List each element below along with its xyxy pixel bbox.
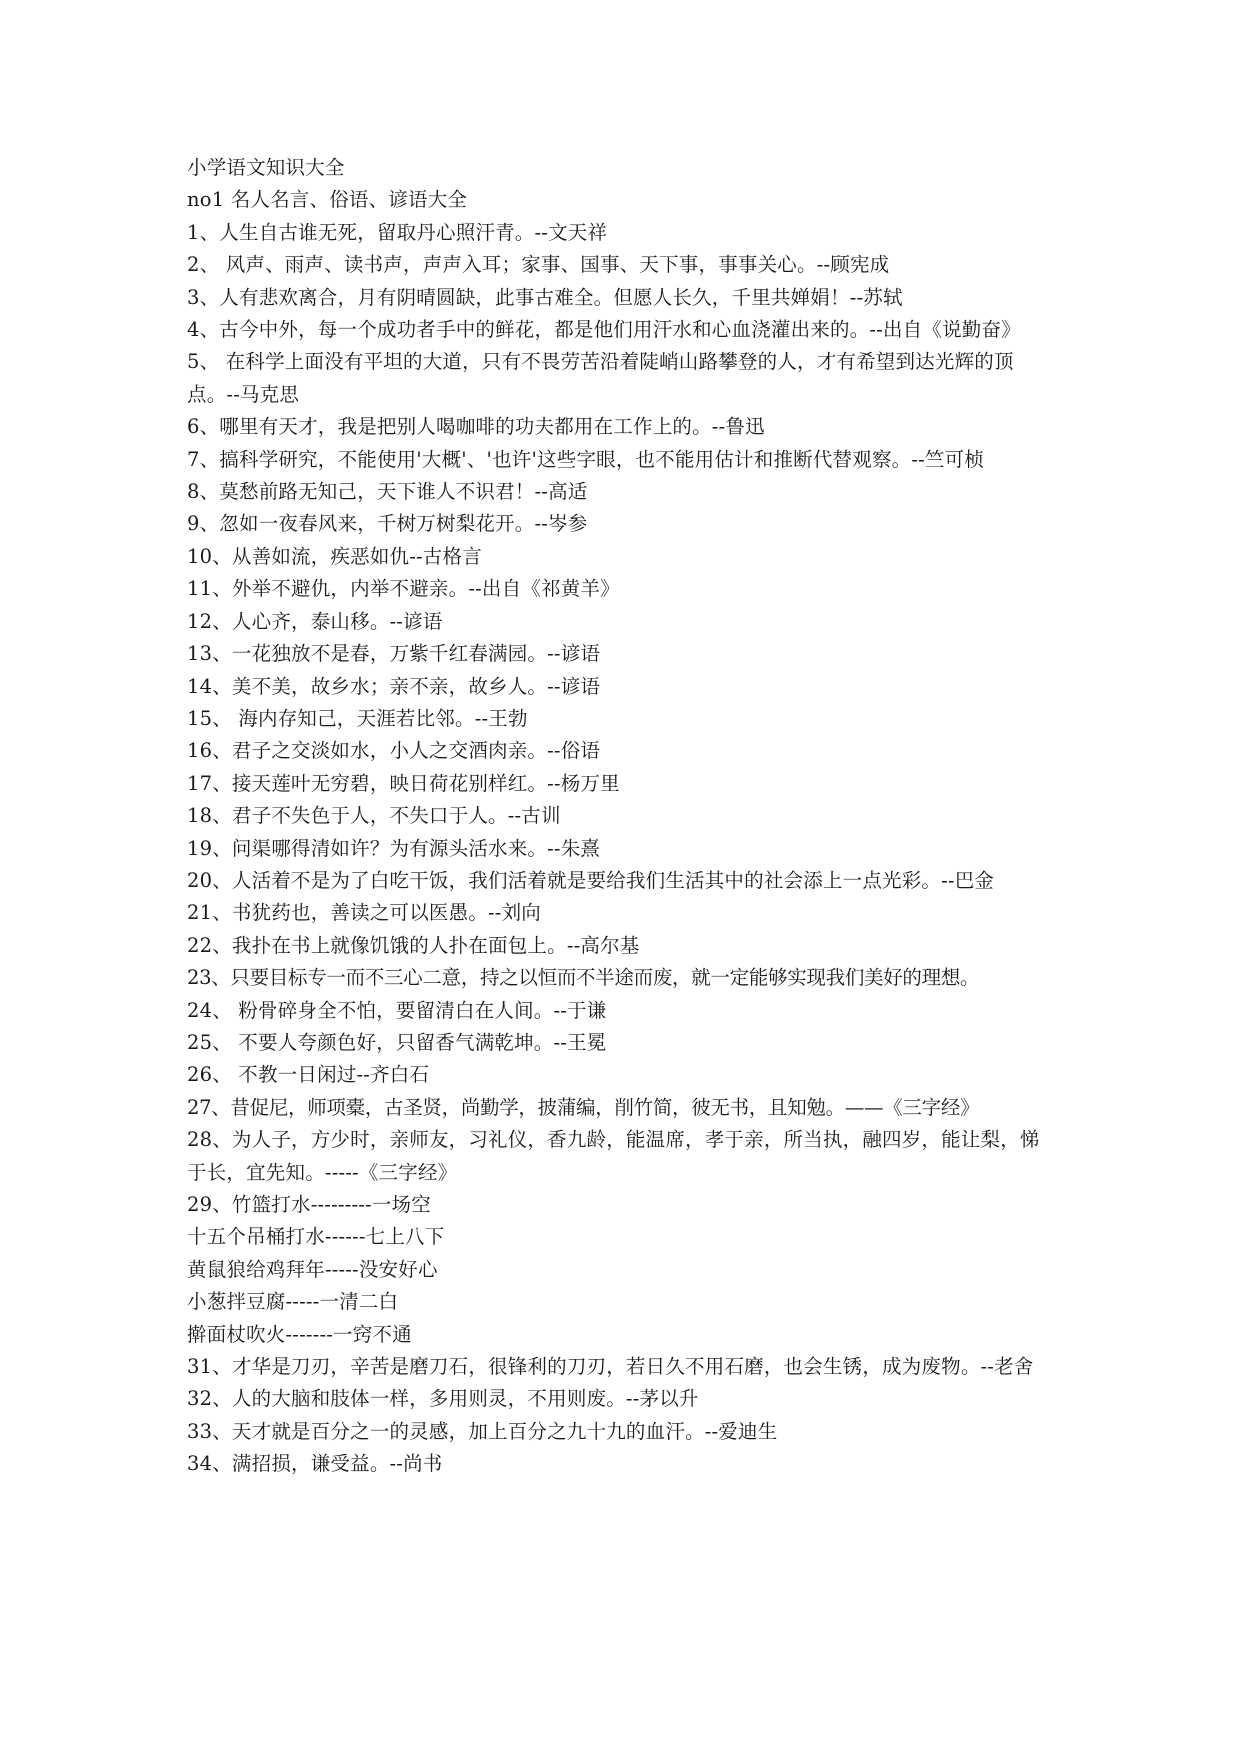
quote-line: 1、人生自古谁无死，留取丹心照汗青。--文天祥	[187, 220, 608, 244]
saying-line: 擀面杖吹火-------一窍不通	[187, 1322, 412, 1346]
quote-line: 31、才华是刀刃，辛苦是磨刀石，很锋利的刀刃，若日久不用石磨，也会生锈，成为废物。--老舍	[187, 1355, 1034, 1379]
saying-line: 十五个吊桶打水------七上八下	[187, 1225, 445, 1249]
quote-line: 34、满招损，谦受益。--尚书	[187, 1452, 443, 1476]
quote-line: 17、接天莲叶无穷碧，映日荷花别样红。--杨万里	[187, 771, 620, 795]
quote-line: 26、 不教一日闲过--齐白石	[187, 1063, 430, 1087]
document-page	[187, 152, 1057, 1481]
quote-line: 33、天才就是百分之一的灵感，加上百分之九十九的血汗。--爱迪生	[187, 1419, 778, 1443]
quote-line: 18、君子不失色于人，不失口于人。--古训	[187, 804, 561, 828]
quote-line: 32、人的大脑和肢体一样，多用则灵，不用则废。--茅以升	[187, 1387, 699, 1411]
quote-line: 22、我扑在书上就像饥饿的人扑在面包上。--高尔基	[187, 933, 640, 957]
quote-line: 19、问渠哪得清如许？为有源头活水来。--朱熹	[187, 836, 601, 860]
quote-line: 25、 不要人夸颜色好，只留香气满乾坤。--王冕	[187, 1030, 607, 1054]
saying-line: 黄鼠狼给鸡拜年-----没安好心	[187, 1257, 438, 1281]
quote-line: 20、人活着不是为了白吃干饭，我们活着就是要给我们生活其中的社会添上一点光彩。--巴金	[187, 868, 995, 892]
quote-line: 7、搞科学研究，不能使用'大概'、'也许'这些字眼，也不能用估计和推断代替观察。--竺可桢	[187, 447, 985, 471]
quote-line: 10、从善如流，疾恶如仇--古格言	[187, 544, 482, 568]
quote-line: 9、忽如一夜春风来，千树万树梨花开。--岑参	[187, 512, 588, 536]
quote-line: 13、一花独放不是春，万紫千红春满园。--谚语	[187, 642, 601, 666]
quote-line: 24、 粉骨碎身全不怕，要留清白在人间。--于谦	[187, 998, 607, 1022]
section-heading: no1 名人名言、俗语、谚语大全	[187, 188, 468, 212]
quote-line: 23、只要目标专一而不三心二意，持之以恒而不半途而废，就一定能够实现我们美好的理想。	[187, 966, 980, 990]
quote-line: 16、君子之交淡如水，小人之交酒肉亲。--俗语	[187, 739, 601, 763]
quote-line: 2、 风声、雨声、读书声，声声入耳；家事、国事、天下事，事事关心。--顾宪成	[187, 253, 890, 277]
quote-line: 6、哪里有天才，我是把别人喝咖啡的功夫都用在工作上的。--鲁迅	[187, 415, 765, 439]
saying-line: 29、竹篮打水---------一场空	[187, 1193, 431, 1216]
quote-line: 5、 在科学上面没有平坦的大道，只有不畏劳苦沿着陡峭山路攀登的人，才有希望到达光辉的顶点。--马克思	[187, 350, 1014, 406]
quote-line: 27、昔促尼，师项橐，古圣贤，尚勤学，披蒲编，削竹简，彼无书，且知勉。——《三字经》	[187, 1095, 980, 1119]
quote-line: 21、书犹药也，善读之可以医愚。--刘向	[187, 901, 541, 925]
quote-line: 8、莫愁前路无知己，天下谁人不识君！--高适	[187, 480, 588, 504]
saying-line: 小葱拌豆腐-----一清二白	[187, 1290, 399, 1314]
quote-line: 11、外举不避仇，内举不避亲。--出自《祁黄羊》	[187, 577, 620, 601]
quote-line: 15、 海内存知己，天涯若比邻。--王勃	[187, 706, 528, 730]
quote-line: 4、古今中外，每一个成功者手中的鲜花，都是他们用汗水和心血浇灌出来的。--出自《说勤奋》	[187, 318, 1021, 342]
document-title: 小学语文知识大全	[187, 156, 345, 179]
quote-line: 12、人心齐，泰山移。--谚语	[187, 609, 443, 633]
quote-line: 14、美不美，故乡水；亲不亲，故乡人。--谚语	[187, 674, 601, 698]
quote-line: 28、为人子，方少时，亲师友，习礼仪，香九龄，能温席，孝于亲，所当执，融四岁，能让梨，悌于长，宜先知。-----《三字经》	[187, 1128, 1040, 1184]
quote-line: 3、人有悲欢离合，月有阴晴圆缺，此事古难全。但愿人长久，千里共婵娟！--苏轼	[187, 285, 903, 309]
